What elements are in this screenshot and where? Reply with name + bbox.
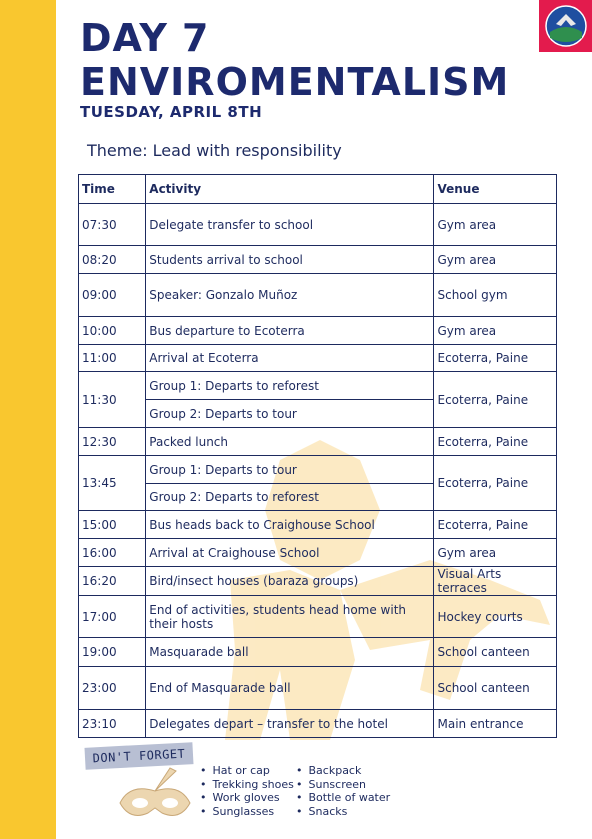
activity-cell: Speaker: Gonzalo Muñoz (146, 274, 434, 317)
venue-cell: Ecoterra, Paine (434, 372, 557, 428)
table-row (79, 274, 557, 317)
list-item: • Snacks (296, 805, 390, 819)
activity-cell: Packed lunch (146, 428, 434, 456)
venue-cell: School gym (434, 274, 557, 317)
activity-cell: Masquarade ball (146, 638, 434, 667)
list-item: • Trekking shoes (200, 778, 294, 792)
venue-cell: Main entrance (434, 710, 557, 738)
reminder-list-left (200, 764, 294, 818)
school-logo (539, 0, 592, 52)
activity-cell: Arrival at Ecoterra (146, 345, 434, 372)
venue-cell: School canteen (434, 667, 557, 710)
table-row (79, 456, 557, 484)
reminder-list-right (296, 764, 390, 818)
time-cell: 10:00 (79, 317, 146, 345)
time-cell: 17:00 (79, 596, 146, 638)
activity-cell: Group 2: Departs to tour (146, 400, 434, 428)
table-row (79, 596, 557, 638)
list-item: • Hat or cap (200, 764, 294, 778)
table-row (79, 317, 557, 345)
activity-cell: Arrival at Craighouse School (146, 539, 434, 567)
table-row (79, 638, 557, 667)
venue-cell: Gym area (434, 317, 557, 345)
activity-cell: Group 2: Departs to reforest (146, 484, 434, 511)
venue-cell: Ecoterra, Paine (434, 456, 557, 511)
time-cell: 16:00 (79, 539, 146, 567)
table-row (79, 246, 557, 274)
time-cell: 09:00 (79, 274, 146, 317)
venue-cell: Hockey courts (434, 596, 557, 638)
activity-cell: Students arrival to school (146, 246, 434, 274)
table-row (79, 667, 557, 710)
table-row (79, 710, 557, 738)
time-cell: 15:00 (79, 511, 146, 539)
activity-cell: Bird/insect houses (baraza groups) (146, 567, 434, 596)
time-cell: 08:20 (79, 246, 146, 274)
venue-cell: Ecoterra, Paine (434, 345, 557, 372)
venue-cell: Gym area (434, 539, 557, 567)
header-activity: Activity (146, 175, 434, 204)
page-subtitle: ENVIROMENTALISM (80, 60, 510, 104)
time-cell: 11:30 (79, 372, 146, 428)
crest-icon (544, 4, 588, 48)
schedule-table (78, 174, 557, 738)
activity-cell: Group 1: Departs to reforest (146, 372, 434, 400)
time-cell: 07:30 (79, 204, 146, 246)
list-item: • Bottle of water (296, 791, 390, 805)
venue-cell: Visual Arts terraces (434, 567, 557, 596)
venue-cell: Ecoterra, Paine (434, 511, 557, 539)
list-item: • Backpack (296, 764, 390, 778)
time-cell: 13:45 (79, 456, 146, 511)
list-item: • Sunglasses (200, 805, 294, 819)
page-title: DAY 7 (80, 16, 210, 60)
activity-cell: End of activities, students head home with their hosts (146, 596, 434, 638)
time-cell: 23:10 (79, 710, 146, 738)
theme-label: Theme: Lead with responsibility (87, 141, 342, 160)
side-stripe (0, 0, 56, 839)
table-row (79, 539, 557, 567)
table-row (79, 204, 557, 246)
activity-cell: Bus departure to Ecoterra (146, 317, 434, 345)
table-header-row (79, 175, 557, 204)
time-cell: 23:00 (79, 667, 146, 710)
time-cell: 16:20 (79, 567, 146, 596)
header-venue: Venue (434, 175, 557, 204)
venue-cell: School canteen (434, 638, 557, 667)
table-row (79, 567, 557, 596)
table-row (79, 372, 557, 400)
activity-cell: Bus heads back to Craighouse School (146, 511, 434, 539)
activity-cell: Delegate transfer to school (146, 204, 434, 246)
venue-cell: Ecoterra, Paine (434, 428, 557, 456)
masquerade-mask-icon (110, 763, 200, 833)
activity-cell: End of Masquarade ball (146, 667, 434, 710)
list-item: • Sunscreen (296, 778, 390, 792)
table-row (79, 428, 557, 456)
list-item: • Work gloves (200, 791, 294, 805)
dont-forget-label: DON'T FORGET (84, 742, 193, 770)
header-time: Time (79, 175, 146, 204)
venue-cell: Gym area (434, 246, 557, 274)
date-label: TUESDAY, APRIL 8TH (80, 103, 263, 121)
table-row (79, 511, 557, 539)
venue-cell: Gym area (434, 204, 557, 246)
table-row (79, 345, 557, 372)
time-cell: 11:00 (79, 345, 146, 372)
activity-cell: Group 1: Departs to tour (146, 456, 434, 484)
activity-cell: Delegates depart – transfer to the hotel (146, 710, 434, 738)
time-cell: 12:30 (79, 428, 146, 456)
time-cell: 19:00 (79, 638, 146, 667)
